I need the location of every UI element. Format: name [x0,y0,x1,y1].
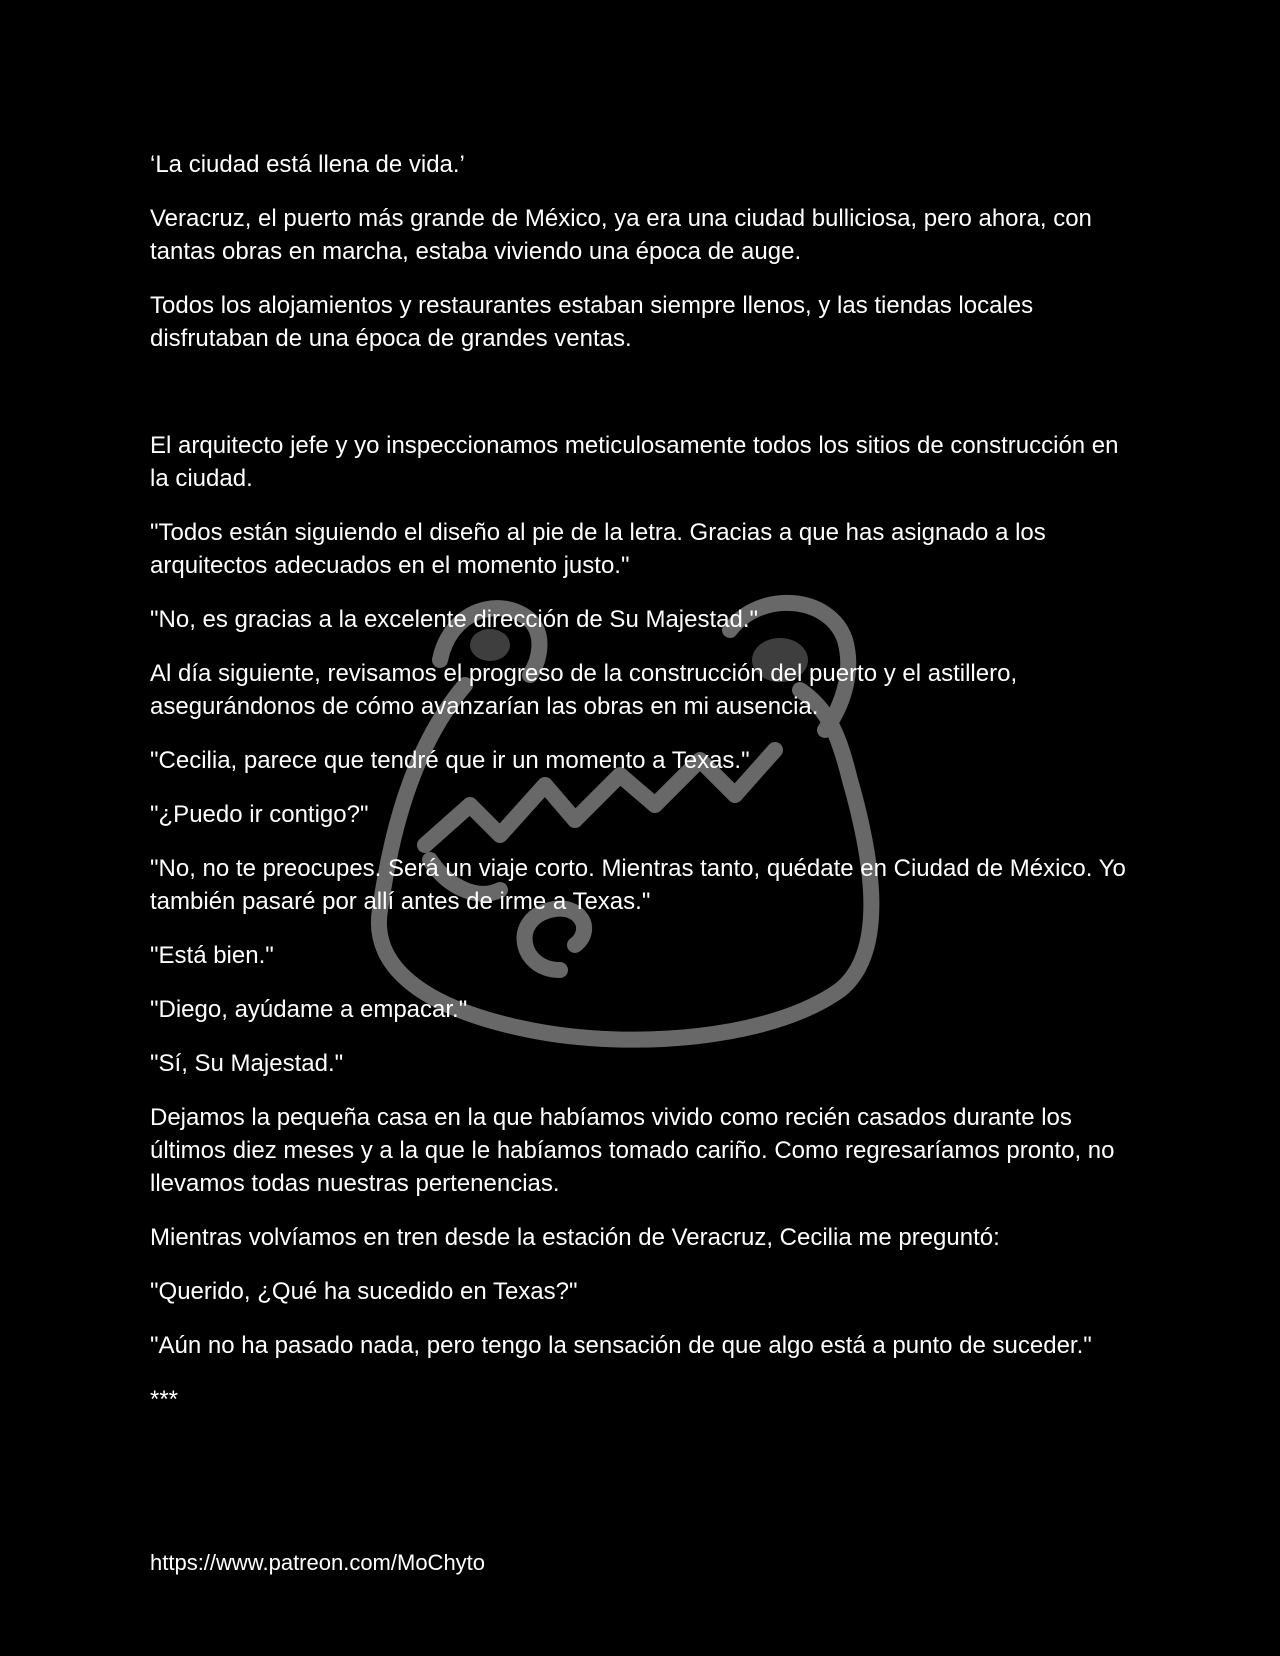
paragraph: "Sí, Su Majestad." [150,1050,344,1077]
paragraph: Dejamos la pequeña casa en la que habíamos vivido como recién casados durante los últimos diez meses y a la que le habíamos tomado cariño. Como regresaríamos pronto, no llevamos todas nuestras pertenencias. [150,1104,1115,1197]
paragraph: "Querido, ¿Qué ha sucedido en Texas?" [150,1278,578,1305]
paragraph: ‘La ciudad está llena de vida.’ [150,151,465,178]
chapter-text [150,148,1140,1416]
paragraph: "Diego, ayúdame a empacar." [150,996,468,1023]
paragraph: "Aún no ha pasado nada, pero tengo la sensación de que algo está a punto de suceder." [150,1332,1092,1359]
paragraph: "No, es gracias a la excelente dirección de Su Majestad." [150,606,759,633]
paragraph: "Todos están siguiendo el diseño al pie de la letra. Gracias a que has asignado a los arquitectos adecuados en el momento justo." [150,519,1046,579]
paragraph: "No, no te preocupes. Será un viaje corto. Mientras tanto, quédate en Ciudad de México. Yo también pasaré por allí antes de irme a Texas." [150,855,1126,915]
paragraph: Todos los alojamientos y restaurantes estaban siempre llenos, y las tiendas locales disfrutaban de una época de grandes ventas. [150,292,1034,352]
paragraph: El arquitecto jefe y yo inspeccionamos meticulosamente todos los sitios de construcción en la ciudad. [150,432,1119,492]
paragraph: Mientras volvíamos en tren desde la estación de Veracruz, Cecilia me preguntó: [150,1224,1000,1251]
scene-break: *** [150,1386,179,1413]
paragraph: "Está bien." [150,942,274,969]
paragraph: Al día siguiente, revisamos el progreso de la construcción del puerto y el astillero, asegurándonos de cómo avanzarían las obras en mi ausencia. [150,660,1018,720]
patreon-link[interactable]: https://www.patreon.com/MoChyto [150,1550,486,1575]
paragraph: "¿Puedo ir contigo?" [150,801,369,828]
paragraph: Veracruz, el puerto más grande de México, ya era una ciudad bulliciosa, pero ahora, con tantas obras en marcha, estaba viviendo una época de auge. [150,205,1092,265]
paragraph: "Cecilia, parece que tendré que ir un momento a Texas." [150,747,750,774]
